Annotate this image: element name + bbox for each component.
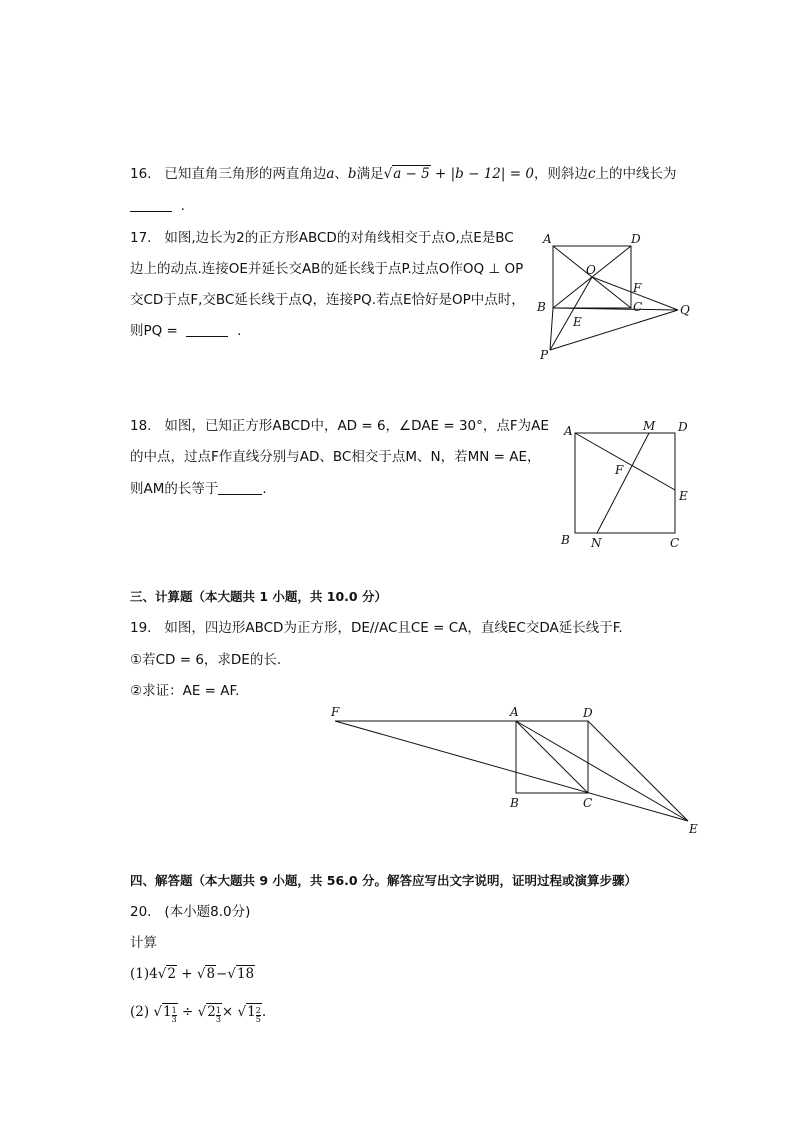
q17-label-d: D — [631, 232, 641, 246]
q18-line1 — [130, 416, 549, 436]
q17-line4 — [130, 321, 241, 341]
q18-text-1: 如图，已知正方形ABCD中，AD = 6，∠DAE = 30°，点F为AE — [164, 418, 549, 434]
q17-label-a: A — [543, 232, 552, 246]
q20-part-2: (2) √1 $\frac{1}{3}$ ÷ √2 $\frac{1}{3}$ × √1 $\frac{2}{5}$ . — [130, 1004, 267, 1024]
q20-p1-prefix: (1)4 — [130, 966, 158, 982]
q17-period: . — [237, 323, 242, 339]
q16-var-a: a — [326, 166, 335, 182]
q18-answer-blank[interactable] — [218, 480, 262, 495]
q16-sep: 、 — [334, 166, 348, 182]
section-3-title: 三、计算题（本大题共 1 小题，共 10.0 分） — [130, 589, 387, 604]
q19-part-1: ①若CD = 6，求DE的长. — [130, 652, 282, 668]
q17-line1 — [130, 228, 514, 248]
q20-p1-root3: 18 — [236, 966, 255, 982]
q18-label-f: F — [615, 463, 624, 477]
q17-label-q: Q — [680, 303, 690, 317]
q20-header — [130, 902, 250, 922]
q19-line1 — [130, 618, 623, 638]
q20-p2-den1: 3 — [171, 1015, 177, 1024]
q17-figure — [530, 225, 700, 365]
q20-p1-plus: + — [176, 966, 197, 982]
q17-label-b: B — [537, 300, 546, 314]
q20-p2-den3: 5 — [255, 1015, 261, 1024]
q19-part-2: ②求证：AE = AF. — [130, 683, 240, 699]
q19-label-a: A — [510, 705, 519, 719]
q16-radicand: a − 5 — [393, 166, 430, 182]
q19-label-e: E — [689, 822, 698, 836]
q20-p1-root2: 8 — [206, 966, 216, 982]
q17-text-4: 则PQ = — [130, 323, 178, 339]
q20-p2-den2: 3 — [215, 1015, 221, 1024]
q17-text-1: 如图,边长为2的正方形ABCD的对角线相交于点O,点E是BC — [164, 230, 514, 246]
q18-period: . — [262, 481, 267, 497]
q20-p2-num2: 1 — [215, 1006, 221, 1015]
q17-label-e: E — [573, 315, 582, 329]
q20-p1-minus: − — [216, 966, 228, 982]
q18-number: 18. — [130, 418, 152, 434]
q16-text-c: ，则斜边 — [533, 166, 588, 182]
q20-p2-div: ÷ — [177, 1004, 198, 1020]
q19-label-c: C — [583, 796, 593, 810]
q17-text-3: 交CD于点F,交BC延长线于点Q，连接PQ.若点E恰好是OP中点时， — [130, 292, 525, 308]
q16-text-d: 上的中线长为 — [595, 166, 677, 182]
q20-p2-period: . — [261, 1004, 267, 1020]
section-4-title: 四、解答题（本大题共 9 小题，共 56.0 分。解答应写出文字说明，证明过程或演算步骤） — [130, 873, 637, 888]
q18-label-b: B — [561, 533, 570, 547]
q18-text-3: 则AM的长等于 — [130, 481, 219, 497]
q18-label-c: C — [670, 536, 680, 550]
q17-number: 17. — [130, 230, 152, 246]
q18-label-n: N — [591, 536, 602, 550]
q20-p2-whole2: 2 — [207, 1004, 216, 1020]
q19-label-f: F — [331, 705, 340, 719]
q16-abs-expr: + |b − 12| = 0 — [430, 166, 534, 182]
q18-label-a: A — [564, 424, 573, 438]
q17-text-2: 边上的动点.连接OE并延长交AB的延长线于点P.过点O作OQ ⊥ OP — [130, 261, 524, 277]
q20-p2-prefix: (2) — [130, 1004, 154, 1020]
q17-label-c: C — [633, 300, 643, 314]
q17-answer-blank[interactable] — [186, 322, 228, 337]
q16-var-b: b — [347, 166, 357, 182]
q16-line1: 16. 已知直角三角形的两直角边a、b满足√a − 5 + |b − 12| = 0，则斜边c上的中线长为 — [130, 166, 677, 182]
q20-instruction: 计算 — [130, 935, 157, 951]
q20-number: 20. — [130, 904, 152, 920]
q19-figure — [325, 700, 705, 840]
q19-text-1: 如图，四边形ABCD为正方形，DE//AC且CE = CA，直线EC交DA延长线于F. — [164, 620, 623, 636]
q16-var-c: c — [587, 166, 596, 182]
q18-label-m: M — [643, 419, 656, 433]
q16-text-b: 满足 — [356, 166, 384, 182]
q17-label-o: O — [586, 263, 596, 277]
q20-p2-times: × — [221, 1004, 238, 1020]
q18-text-2: 的中点，过点F作直线分别与AD、BC相交于点M、N，若MN = AE， — [130, 449, 541, 465]
q16-answer-blank[interactable] — [130, 197, 172, 212]
q18-line3 — [130, 479, 267, 499]
q18-figure — [555, 415, 695, 555]
q20-p2-num3: 2 — [255, 1006, 261, 1015]
q19-number: 19. — [130, 620, 152, 636]
q19-label-d: D — [583, 706, 593, 720]
q20-part-1: (1)4√2 + √8−√18 — [130, 966, 255, 982]
q18-label-e: E — [679, 489, 688, 503]
q17-label-f: F — [633, 281, 642, 295]
q16-number: 16. — [130, 166, 152, 182]
q20-p2-whole1: 1 — [163, 1004, 172, 1020]
q16-period: . — [180, 198, 185, 214]
q20-p2-whole3: 1 — [247, 1004, 256, 1020]
q19-label-b: B — [510, 796, 519, 810]
q16-text-a: 已知直角三角形的两直角边 — [164, 166, 327, 182]
q18-label-d: D — [678, 420, 688, 434]
q20-p2-num1: 1 — [171, 1006, 177, 1015]
q20-score: (本小题8.0分) — [164, 904, 251, 920]
q20-p1-root1: 2 — [167, 966, 176, 982]
q16-line2 — [130, 196, 185, 216]
q17-label-p: P — [540, 348, 549, 362]
